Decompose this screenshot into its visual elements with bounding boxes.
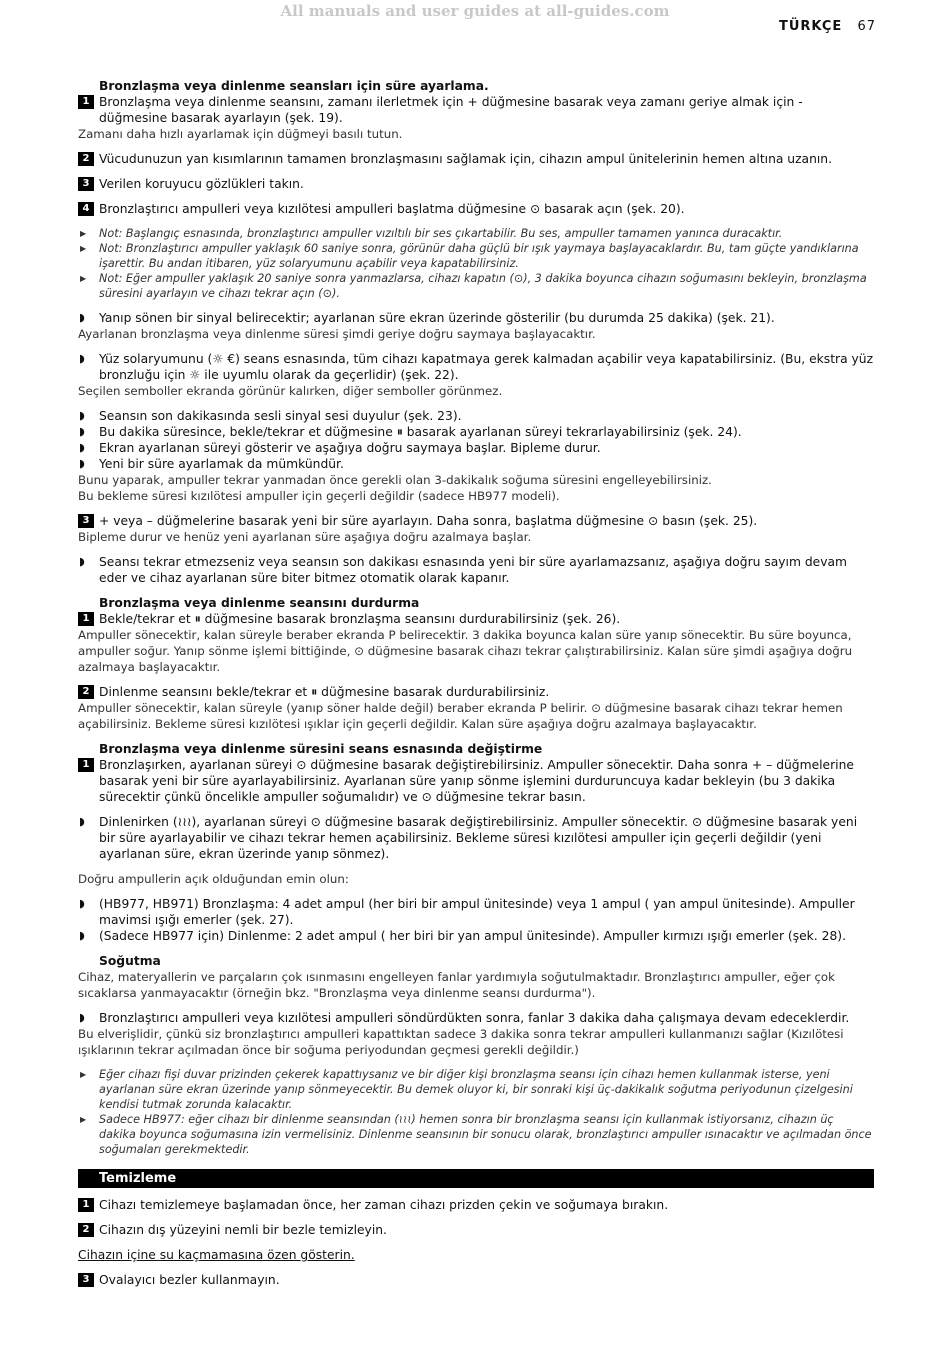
note [78, 241, 874, 271]
note-text: Not: Eğer ampuller yaklaşık 20 saniye sonra yanmazlarsa, cihazı kapatın (⊙), 3 dakika boyunca cihazın soğumasını bekleyin, bronzlaşma süresini ayarlayın ve cihazı tekrar açın (⊙). [99, 272, 867, 300]
note [78, 1067, 874, 1112]
paragraph: Doğru ampullerin açık olduğundan emin olun: [78, 872, 349, 886]
note [78, 226, 874, 241]
bullet-item [78, 424, 874, 440]
note-text: Not: Başlangıç esnasında, bronzlaştırıcı ampuller vızıltılı bir ses çıkartabilir. Bu ses, ampuller tamamen yanınca duracaktır. [99, 227, 783, 240]
section-title-change-time: Bronzlaşma veya dinlenme süresini seans esnasında değiştirme [99, 742, 543, 756]
triangle-bullet-icon: ▶ [80, 229, 87, 238]
bullet-item [78, 928, 874, 944]
step [78, 1197, 874, 1213]
step [78, 513, 874, 529]
note [78, 1112, 874, 1157]
page-header [779, 19, 876, 34]
paragraph: Bu elverişlidir, çünkü siz bronzlaştırıcı ampulleri kapattıktan sadece 3 dakika sonra tekrar ampulleri kullanmanızı sağlar (Kızılötesi ışıklarının tekrar açılmadan önce bir soğuma periyodundan geçmesi gerekli değildir.) [78, 1027, 844, 1057]
section-title-cooling: Soğutma [99, 954, 161, 968]
bullet-item [78, 554, 874, 586]
step-text: + veya – düğmelerine basarak yeni bir süre ayarlayın. Daha sonra, başlatma düğmesine ⊙ basın (şek. 25). [99, 514, 758, 528]
bullet-icon: ◗ [79, 352, 85, 365]
step [78, 176, 874, 192]
bullet-icon: ◗ [79, 441, 85, 454]
bullet-icon: ◗ [79, 409, 85, 422]
step-text: Cihazın dış yüzeyini nemli bir bezle temizleyin. [99, 1223, 387, 1237]
step-text: Cihazı temizlemeye başlamadan önce, her zaman cihazı prizden çekin ve soğumaya bırakın. [99, 1198, 669, 1212]
paragraph: Zamanı daha hızlı ayarlamak için düğmeyi basılı tutun. [78, 127, 403, 141]
step-text: Ovalayıcı bezler kullanmayın. [99, 1273, 280, 1287]
bullet-icon: ◗ [79, 897, 85, 910]
bullet-icon: ◗ [79, 311, 85, 324]
bullet-icon: ◗ [79, 555, 85, 568]
note-text: Sadece HB977: eğer cihazı bir dinlenme seansından (≀≀≀) hemen sonra bir bronzlaşma seansı için kullanmak istiyorsanız, cihazın üç dakika boyunca soğumasına izin vermelisiniz. Dinlenme seansının bir sonucu olarak, bronzlaştırıcı ampuller ısınacaktır ve açılmadan önce soğumaları gerekmektedir. [99, 1113, 872, 1156]
paragraph: Bipleme durur ve henüz yeni ayarlanan süre aşağıya doğru azalmaya başlar. [78, 530, 532, 544]
paragraph: Bu bekleme süresi kızılötesi ampuller için geçerli değildir (sadece HB977 modeli). [78, 489, 560, 503]
bullet-icon: ◗ [79, 929, 85, 942]
underlined-warning: Cihazın içine su kaçmamasına özen gösterin. [78, 1248, 355, 1262]
step-number: 3 [78, 1273, 94, 1287]
bullet-icon: ◗ [79, 457, 85, 470]
bullet-icon: ◗ [79, 815, 85, 828]
step-text: Verilen koruyucu gözlükleri takın. [99, 177, 304, 191]
triangle-bullet-icon: ▶ [80, 1115, 87, 1124]
step [78, 201, 874, 217]
bullet-text: (HB977, HB971) Bronzlaşma: 4 adet ampul (her biri bir ampul ünitesinde) veya 1 ampul ( yan ampul ünitesinde). Ampuller mavimsi ışığı emerler (şek. 27). [99, 897, 855, 927]
bullet-item [78, 1010, 874, 1026]
bullet-text: (Sadece HB977 için) Dinlenme: 2 adet ampul ( her biri bir yan ampul ünitesinde). Ampuller kırmızı ışığı emerler (şek. 28). [99, 929, 846, 943]
bullet-item [78, 351, 874, 383]
step [78, 757, 874, 805]
bullet-text: Bu dakika süresince, bekle/tekrar et düğmesine ⏸ basarak ayarlanan süreyi tekrarlayabilirsiniz (şek. 24). [99, 425, 742, 439]
step-number: 3 [78, 514, 94, 528]
bullet-item [78, 456, 874, 472]
paragraph: Cihaz, materyallerin ve parçaların çok ısınmasını engelleyen fanlar yardımıyla soğutulmaktadır. Bronzlaştırıcı ampuller, eğer çok sıcaklarsa yanmayacaktır (örneğin bkz. "Bronzlaşma veya dinlenme seansı durdurma"). [78, 970, 835, 1000]
step-text: Vücudunuzun yan kısımlarının tamamen bronzlaşmasını sağlamak için, cihazın ampul ünitelerinin hemen altına uzanın. [99, 152, 833, 166]
bullet-text: Bronzlaştırıcı ampulleri veya kızılötesi ampulleri söndürdükten sonra, fanlar 3 dakika daha çalışmaya devam edeceklerdir. [99, 1011, 850, 1025]
bullet-text: Yanıp sönen bir sinyal belirecektir; ayarlanan süre ekran üzerinde gösterilir (bu durumda 25 dakika) (şek. 21). [99, 311, 775, 325]
note [78, 271, 874, 301]
bullet-text: Seansın son dakikasında sesli sinyal sesi duyulur (şek. 23). [99, 409, 462, 423]
step [78, 151, 874, 167]
step-number: 2 [78, 152, 94, 166]
triangle-bullet-icon: ▶ [80, 274, 87, 283]
step-number: 4 [78, 202, 94, 216]
paragraph: Bunu yaparak, ampuller tekrar yanmadan önce gerekli olan 3-dakikalık soğuma süresini engelleyebilirsiniz. [78, 473, 712, 487]
step-text: Dinlenme seansını bekle/tekrar et ⏸ düğmesine basarak durdurabilirsiniz. [99, 685, 550, 699]
step-text: Bronzlaşma veya dinlenme seansını, zamanı ilerletmek için + düğmesine basarak veya zamanı geriye almak için - düğmesine basarak ayarlayın (şek. 19). [99, 95, 803, 125]
note-text: Not: Bronzlaştırıcı ampuller yaklaşık 60 saniye sonra, görünür daha güçlü bir ışık yaymaya başlayacaklardır. Bu, tam güçte yandıklarına işarettir. Bu andan itibaren, yüz solaryumunu açabilir veya kapatabilirsiniz. [99, 242, 859, 270]
manual-content [78, 78, 874, 1288]
step [78, 611, 874, 627]
bullet-item [78, 896, 874, 928]
bullet-item [78, 408, 874, 424]
step-number: 1 [78, 95, 94, 109]
bullet-icon: ◗ [79, 425, 85, 438]
step-number: 1 [78, 758, 94, 772]
section-title-stop-session: Bronzlaşma veya dinlenme seansını durdurma [99, 596, 420, 610]
bullet-text: Yüz solaryumunu (☼ €) seans esnasında, tüm cihazı kapatmaya gerek kalmadan açabilir veya kapatabilirsiniz. (Bu, ekstra yüz bronzluğu için ☼ ile uyumlu olarak da geçerlidir) (şek. 22). [99, 352, 874, 382]
section-bar-cleaning: Temizleme [78, 1169, 874, 1188]
bullet-text: Seansı tekrar etmezseniz veya seansın son dakikası esnasında yeni bir süre ayarlamazsanız, aşağıya doğru sayım devam eder ve cihaz ayarlanan süre biter bitmez otomatik olarak kapanır. [99, 555, 848, 585]
bullet-text: Dinlenirken (≀≀≀), ayarlanan süreyi ⊙ düğmesine basarak değiştirebilirsiniz. Ampuller sönecektir. ⊙ düğmesine basarak yeni bir süre ayarlayabilir ve cihazı tekrar hemen açabilirsiniz. Bekleme süresi kızılötesi ampuller için geçerli değildir (yeni ayarlanan süre, ekran üzerinde yanıp sönmez). [99, 815, 858, 861]
paragraph: Seçilen semboller ekranda görünür kalırken, diğer semboller görünmez. [78, 384, 503, 398]
step-number: 1 [78, 612, 94, 626]
step-number: 2 [78, 685, 94, 699]
step-text: Bekle/tekrar et ⏸ düğmesine basarak bronzlaşma seansını durdurabilirsiniz (şek. 26). [99, 612, 621, 626]
note-text: Eğer cihazı fişi duvar prizinden çekerek kapattıysanız ve bir diğer kişi bronzlaşma seansı için cihazı hemen kullanmak isterse, yeni ayarlanan süre ekran üzerinde yanıp sönmeyecektir. Bu demek oluyor ki, bir sonraki kişi üç-dakikalık soğutma periyodunun çizelgesini kendisi tutmak zorunda kalacaktır. [99, 1068, 853, 1111]
step-number: 1 [78, 1198, 94, 1212]
step-number: 2 [78, 1223, 94, 1237]
triangle-bullet-icon: ▶ [80, 244, 87, 253]
bullet-item [78, 440, 874, 456]
bullet-icon: ◗ [79, 1011, 85, 1024]
warning-text [78, 1247, 874, 1263]
language-label: TÜRKÇE [778, 19, 843, 34]
bullet-item [78, 814, 874, 862]
step-number: 3 [78, 177, 94, 191]
triangle-bullet-icon: ▶ [80, 1070, 87, 1079]
step [78, 94, 874, 126]
bullet-item [78, 310, 874, 326]
paragraph: Ampuller sönecektir, kalan süreyle (yanıp söner halde değil) beraber ekranda P belirir. ⊙ düğmesine basarak cihazı tekrar hemen açabilirsiniz. Bekleme süresi kızılötesi ışıklar için geçerli değildir. Kalan süre aşağıya doğru azalmaya başlayacaktır. [78, 701, 843, 731]
paragraph: Ampuller sönecektir, kalan süreyle beraber ekranda P belirecektir. 3 dakika boyunca kalan süre yanıp sönecektir. Bu süre boyunca, ampuller soğur. Yanıp sönme işlemi bittiğinde, ⊙ düğmesine basarak cihazı tekrar çalıştırabilirsiniz. Kalan süre şimdi aşağıya doğru azalmaya başlayacaktır. [78, 628, 853, 674]
step-text: Bronzlaşırken, ayarlanan süreyi ⊙ düğmesine basarak değiştirebilirsiniz. Ampuller sönecektir. Daha sonra + – düğmelerine basarak yeni bir süre ayarlayabilirsiniz. Ayarlanan süre yanıp sönme işlemini durduruncuya kadar bekleyin (bu 3 dakika sürecektir çünkü öncelikle ampuller soğumalıdır) ve ⊙ düğmesine tekrar basın. [99, 758, 854, 804]
watermark: All manuals and user guides at all-guides.com [280, 2, 670, 20]
page-number: 67 [857, 19, 876, 34]
step [78, 1272, 874, 1288]
section-title-set-time: Bronzlaşma veya dinlenme seansları için süre ayarlama. [99, 79, 489, 93]
step [78, 684, 874, 700]
step-text: Bronzlaştırıcı ampulleri veya kızılötesi ampulleri başlatma düğmesine ⊙ basarak açın (şek. 20). [99, 202, 685, 216]
bullet-text: Ekran ayarlanan süreyi gösterir ve aşağıya doğru saymaya başlar. Bipleme durur. [99, 441, 601, 455]
paragraph: Ayarlanan bronzlaşma veya dinlenme süresi şimdi geriye doğru saymaya başlayacaktır. [78, 327, 596, 341]
step [78, 1222, 874, 1238]
bullet-text: Yeni bir süre ayarlamak da mümkündür. [99, 457, 344, 471]
